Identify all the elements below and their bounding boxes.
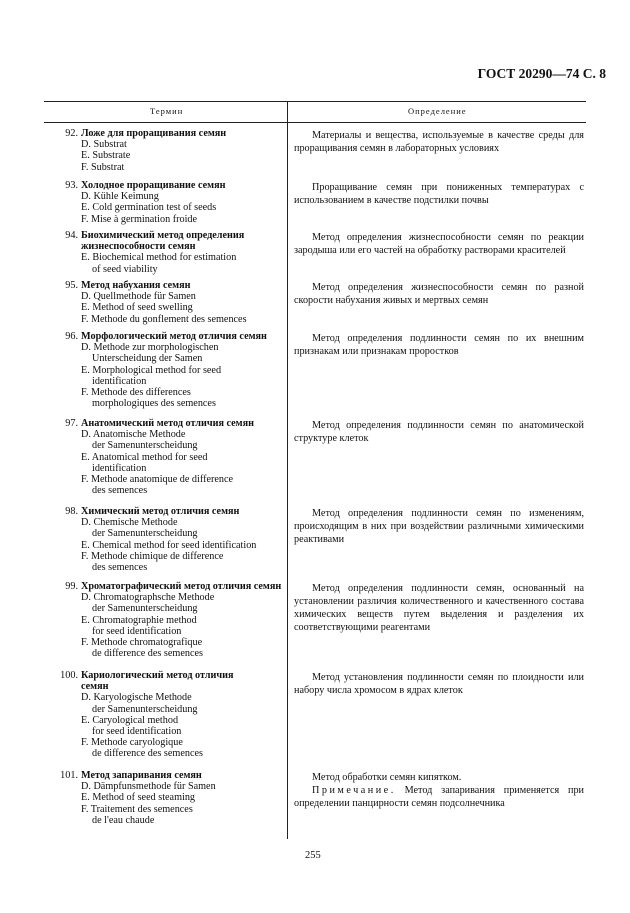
page-number: 255 bbox=[305, 850, 321, 861]
definition-98: Метод определения подлинности семян по изменениям, происходящим в них при воздействии различными химическими реактивами bbox=[294, 508, 584, 545]
term-entry-98: 98. Химический метод отличия семян D. Chemische Methode der Samenunterscheidung E. Chemical method for seed identification F. Methode chimique de difference des semences bbox=[65, 506, 257, 574]
header-code: ГОСТ 20290—74 С. 8 bbox=[477, 66, 606, 81]
definition-99: Метод определения подлинности семян, основанный на установлении различия количественного и качественного состава химических веществ путем выделения и разделения их соответствующими реагентами bbox=[294, 583, 584, 633]
note-text: Метод запаривания применяется при определении панцирности семян подсолнечника bbox=[294, 785, 584, 809]
definition-97: Метод определения подлинности семян по анатомической структуре клеток bbox=[294, 420, 584, 444]
column-header-definition: Определение bbox=[408, 106, 467, 116]
table-top-rule bbox=[44, 101, 586, 102]
column-divider bbox=[287, 101, 288, 839]
term-entry-93: 93. Холодное проращивание семян D. Kühle Keimung E. Cold germination test of seeds F. Mise à germination froide bbox=[65, 180, 226, 225]
column-header-term: Термин bbox=[150, 106, 184, 116]
term-entry-99: 99. Хроматографический метод отличия семян D. Chromatographsche Methode der Samenunterscheidung E. Chromatographie method for seed identification F. Methode chromatografique de difference des semences bbox=[65, 581, 282, 660]
term-entry-92: 92. Ложе для проращивания семян D. Substrat E. Substrate F. Substrat bbox=[65, 128, 227, 173]
term-entry-95: 95. Метод набухания семян D. Quellmethode für Samen E. Method of seed swelling F. Methode du gonflement des semences bbox=[65, 280, 247, 325]
definition-100: Метод установления подлинности семян по плоидности или набору числа хромосом в ядрах клеток bbox=[294, 672, 584, 696]
term-entry-96: 96. Морфологический метод отличия семян D. Methode zur morphologischen Unterscheidung der Samen E. Morphological method for seed identification F. Methode des differences morphologiques des semences bbox=[65, 331, 267, 410]
definition-92: Материалы и вещества, используемые в качестве среды для проращивания семян в лабораторных условиях bbox=[294, 130, 584, 154]
definition-101: Метод обработки семян кипятком. Примечание. Метод запаривания применяется при определении панцирности семян подсолнечника bbox=[294, 772, 584, 809]
definition-94: Метод определения жизнеспособности семян по реакции зародыша или его частей на обработку растворами красителей bbox=[294, 232, 584, 256]
definition-93: Проращивание семян при пониженных температурах с использованием в качестве подстилки почвы bbox=[294, 182, 584, 206]
definition-96: Метод определения подлинности семян по их внешним признакам или признакам проростков bbox=[294, 333, 584, 357]
term-entry-101: 101. Метод запаривания семян D. Dämpfunsmethode für Samen E. Method of seed steaming F. Traitement des semences de l'eau chaude bbox=[60, 770, 216, 826]
term-entry-94: 94. Биохимический метод определения жизнеспособности семян E. Biochemical method for estimation of seed viability bbox=[65, 230, 245, 275]
table-header-rule bbox=[44, 122, 586, 123]
term-entry-100: 100. Кариологический метод отличия семян D. Karyologische Methode der Samenunterscheidung E. Caryological method for seed identification F. Methode caryologique de difference des semences bbox=[60, 670, 234, 760]
term-entry-97: 97. Анатомический метод отличия семян D. Anatomische Methode der Samenunterscheidung E. Anatomical method for seed identification F. Methode anatomique de difference des semences bbox=[65, 418, 254, 497]
note-label: Примечание. bbox=[312, 785, 396, 796]
definition-95: Метод определения жизнеспособности семян по разной скорости набухания живых и мертвых семян bbox=[294, 282, 584, 306]
